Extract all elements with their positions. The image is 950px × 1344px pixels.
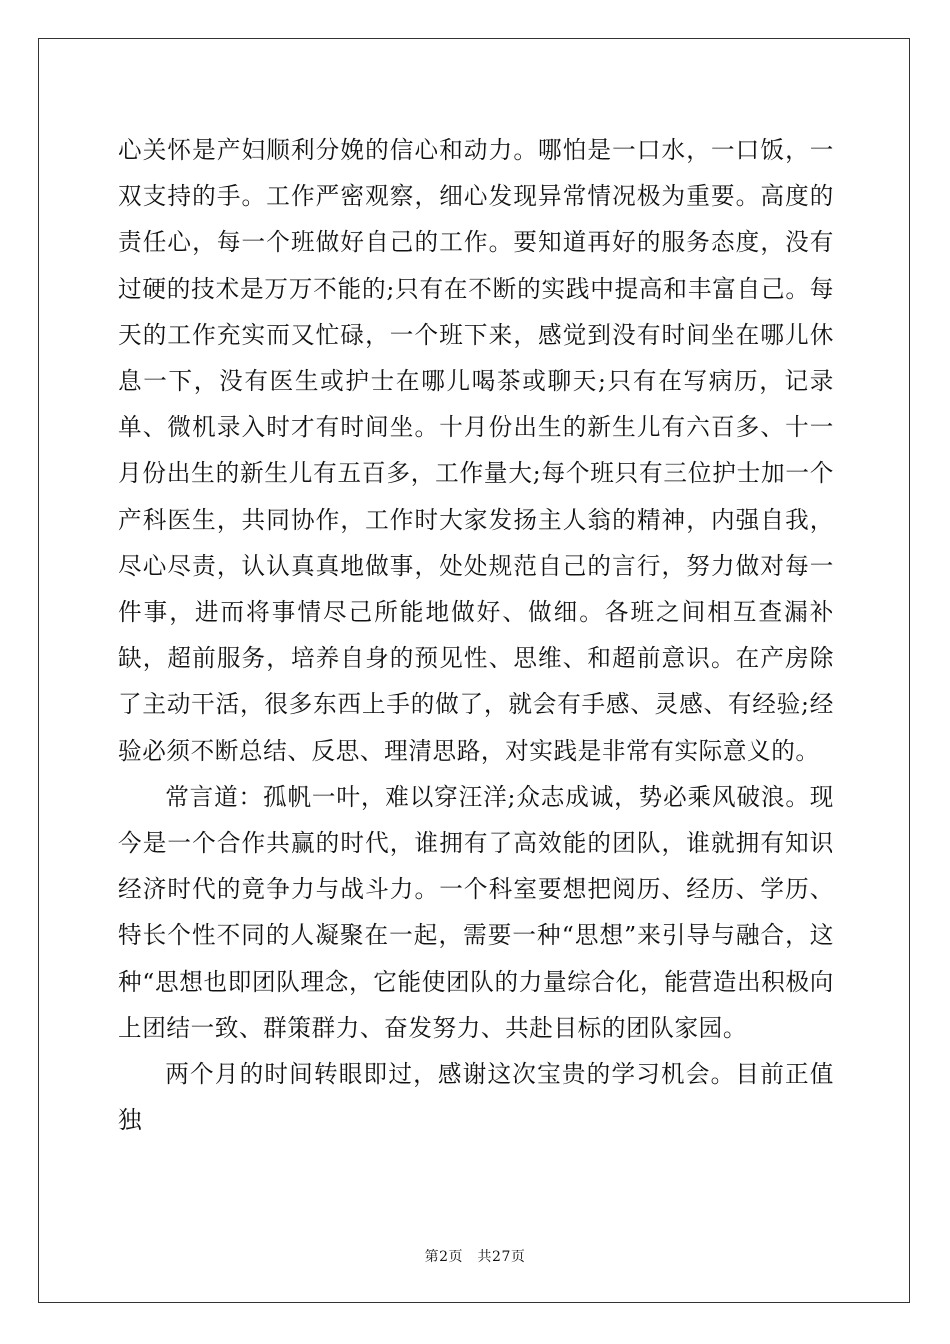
document-body [118,127,834,1143]
paragraph-3: 两个月的时间转眼即过，感谢这次宝贵的学习机会。目前正值独 [118,1060,834,1135]
page-footer: 第2页 共27页 [424,1249,526,1265]
paragraph-2: 常言道：孤帆一叶，难以穿汪洋;众志成诚，势必乘风破浪。现今是一个合作共赢的时代，谁拥有了高效能的团队，谁就拥有知识经济时代的竟争力与战斗力。一个科室要想把阅历、经历、学历、特长个性不同的人凝聚在一起，需要一种“思想”来引导与融合，这种“思想也即团队理念，它能使团队的力量综合化，能营造出积极向上团结一致、群策群力、奋发努力、共赴目标的团队家园。 [118,782,834,1042]
paragraph-1: 心关怀是产妇顺利分娩的信心和动力。哪怕是一口水，一口饭，一双支持的手。工作严密观察，细心发现异常情况极为重要。高度的责任心，每一个班做好自己的工作。要知道再好的服务态度，没有过硬的技术是万万不能的;只有在不断的实践中提高和丰富自己。每天的工作充实而又忙碌，一个班下来，感觉到没有时间坐在哪儿休息一下，没有医生或护士在哪儿喝茶或聊天;只有在写病历，记录单、微机录入时才有时间坐。十月份出生的新生儿有六百多、十一月份出生的新生儿有五百多，工作量大;每个班只有三位护士加一个产科医生，共同协作，工作时大家发扬主人翁的精神，内强自我，尽心尽责，认认真真地做事，处处规范自己的言行，努力做对每一件事，进而将事情尽己所能地做好、做细。各班之间相互查漏补缺，超前服务，培养自身的预见性、思维、和超前意识。在产房除了主动干活，很多东西上手的做了，就会有手感、灵感、有经验;经验必须不断总结、反思、理清思路，对实践是非常有实际意义的。 [118,136,834,765]
